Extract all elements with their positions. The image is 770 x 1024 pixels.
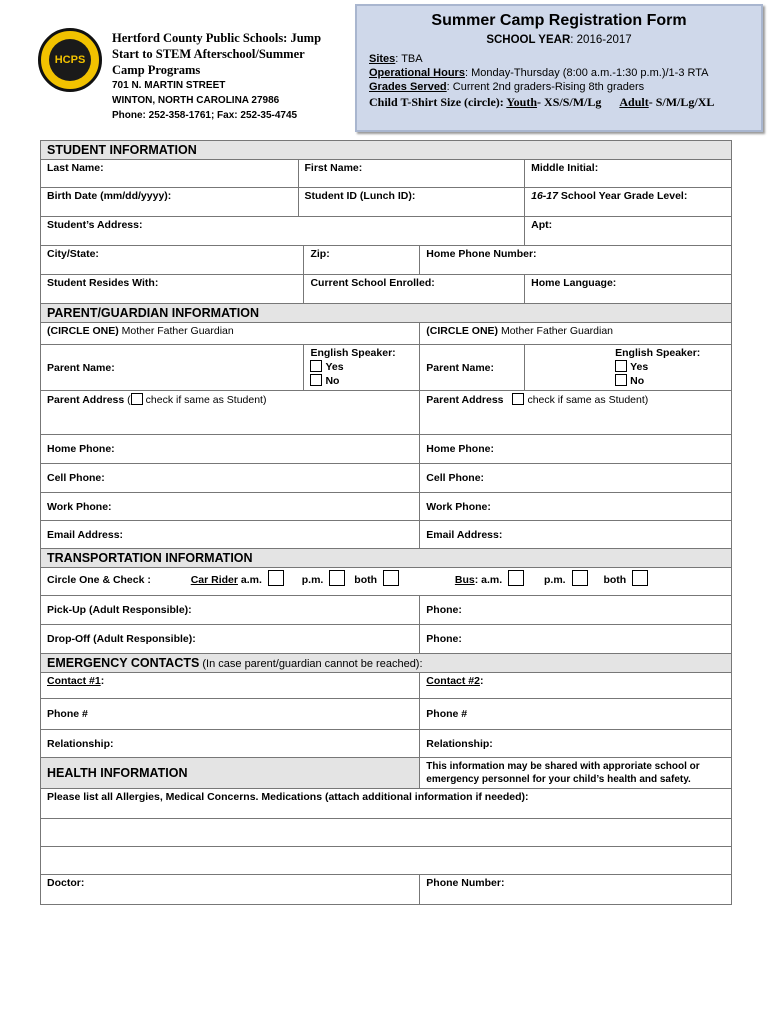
form-title: Summer Camp Registration Form (431, 12, 687, 29)
resides-with-field[interactable]: Student Resides With: (41, 275, 304, 304)
sites-line (369, 52, 423, 66)
no-checkbox[interactable] (310, 374, 322, 386)
home-phone-number-field[interactable]: Home Phone Number: (420, 246, 732, 275)
grades-value: : Current 2nd graders-Rising 8th graders (446, 81, 645, 93)
car-both-checkbox[interactable] (383, 570, 399, 586)
bus-both-checkbox[interactable] (632, 570, 648, 586)
parent1-email[interactable]: Email Address: (41, 521, 420, 549)
circle-options: Mother Father Guardian (118, 325, 234, 337)
health-share-note: This information may be shared with approriate school or emergency personnel for your child’s health and safety. (420, 758, 732, 789)
bus-both-label: both (603, 574, 627, 586)
organization-name (112, 30, 342, 78)
contact2-label: Contact #2 (426, 675, 480, 687)
current-school-field[interactable]: Current School Enrolled: (304, 275, 525, 304)
bus-am-label: : a.m. (474, 574, 503, 586)
address-line-2: WINTON, NORTH CAROLINA 27986 (112, 95, 280, 106)
grades-label: Grades Served (369, 81, 447, 93)
contact2-phone[interactable]: Phone # (420, 699, 732, 730)
grade-level-label: School Year Grade Level: (557, 190, 688, 202)
parent2-work-phone[interactable]: Work Phone: (420, 493, 732, 521)
grade-level-field[interactable] (525, 188, 732, 217)
bus-pm-checkbox[interactable] (572, 570, 588, 586)
same-as-student-checkbox[interactable] (512, 393, 524, 405)
parent2-english-speaker (525, 345, 732, 391)
parent1-home-phone[interactable]: Home Phone: (41, 435, 420, 464)
same-as-student-label: check if same as Student) (145, 394, 267, 406)
transport-section-header (41, 549, 732, 568)
apt-field[interactable]: Apt: (525, 217, 732, 246)
bus-pm-label: p.m. (544, 574, 566, 586)
city-state-field[interactable]: City/State: (41, 246, 304, 275)
middle-initial-field[interactable]: Middle Initial: (525, 160, 732, 188)
zip-field[interactable]: Zip: (304, 246, 420, 275)
yes-checkbox[interactable] (615, 360, 627, 372)
birth-date-field[interactable]: Birth Date (mm/dd/yyyy): (41, 188, 299, 217)
english-speaker-label: English Speaker: (615, 347, 701, 359)
no-checkbox[interactable] (615, 374, 627, 386)
pickup-field[interactable]: Pick-Up (Adult Responsible): (41, 596, 420, 625)
emergency-section-header (41, 654, 732, 673)
no-label: No (325, 375, 340, 387)
contact1-colon: : (100, 675, 105, 687)
parent2-address-field[interactable] (420, 391, 732, 435)
tshirt-line (369, 95, 714, 109)
parent1-cell-phone[interactable]: Cell Phone: (41, 464, 420, 493)
contact1-label: Contact #1 (47, 675, 101, 687)
student-section-header (41, 141, 732, 160)
dropoff-phone[interactable]: Phone: (420, 625, 732, 654)
sites-value: : TBA (395, 53, 423, 65)
adult-sizes: - S/M/Lg/XL (648, 95, 715, 109)
school-year (355, 34, 763, 46)
yes-checkbox[interactable] (310, 360, 322, 372)
grade-year: 16-17 (531, 190, 558, 202)
logo-text: HCPS (49, 39, 91, 81)
same-as-student-label: check if same as Student) (527, 394, 649, 406)
sites-label: Sites (369, 53, 396, 65)
transport-options-row (41, 568, 732, 596)
car-pm-checkbox[interactable] (329, 570, 345, 586)
hours-value: : Monday-Thursday (8:00 a.m.-1:30 p.m.)/1-3 RTA (464, 67, 709, 79)
address-line-3: Phone: 252-358-1761; Fax: 252-35-4745 (112, 110, 298, 121)
parent2-email[interactable]: Email Address: (420, 521, 732, 549)
english-speaker-label: English Speaker: (310, 347, 396, 359)
contact1-phone[interactable]: Phone # (41, 699, 420, 730)
first-name-field[interactable]: First Name: (298, 160, 525, 188)
school-year-label: SCHOOL YEAR (486, 34, 571, 46)
emergency-heading-note: (In case parent/guardian cannot be reached): (199, 658, 423, 670)
health-extra-line-1[interactable] (41, 819, 732, 847)
no-label: No (630, 375, 645, 387)
same-as-student-checkbox[interactable] (131, 393, 143, 405)
health-extra-line-2[interactable] (41, 847, 732, 875)
parent-address-label: Parent Address (47, 394, 125, 406)
student-heading: STUDENT INFORMATION (41, 141, 732, 160)
pickup-phone[interactable]: Phone: (420, 596, 732, 625)
health-heading: HEALTH INFORMATION (41, 758, 420, 789)
circle-one-label: (CIRCLE ONE) (47, 325, 119, 337)
parent1-work-phone[interactable]: Work Phone: (41, 493, 420, 521)
bus-label: Bus (454, 574, 475, 586)
dropoff-field[interactable]: Drop-Off (Adult Responsible): (41, 625, 420, 654)
grades-line (369, 80, 644, 94)
transport-heading: TRANSPORTATION INFORMATION (41, 549, 732, 568)
parent-section-header (41, 304, 732, 323)
open-paren: ( (127, 394, 131, 406)
last-name-field[interactable]: Last Name: (41, 160, 299, 188)
doctor-phone-field[interactable]: Phone Number: (420, 875, 732, 905)
parent1-english-speaker (304, 345, 420, 391)
organization-address (112, 78, 297, 123)
yes-label: Yes (630, 361, 649, 373)
org-line-3: Camp Programs (112, 63, 201, 77)
contact1-field[interactable] (41, 673, 420, 699)
parent-heading: PARENT/GUARDIAN INFORMATION (41, 304, 732, 323)
bus-am-checkbox[interactable] (508, 570, 524, 586)
parent1-name-field[interactable]: Parent Name: (41, 345, 304, 391)
contact2-relationship[interactable]: Relationship: (420, 730, 732, 758)
school-year-value: : 2016-2017 (570, 34, 632, 46)
contact2-field[interactable] (420, 673, 732, 699)
circle-check-label: Circle One & Check : (47, 574, 151, 586)
adult-label: Adult (619, 95, 649, 109)
circle-one-label: (CIRCLE ONE) (426, 325, 499, 337)
home-language-field[interactable]: Home Language: (525, 275, 732, 304)
hours-line (369, 66, 709, 80)
car-am-label: a.m. (237, 574, 262, 586)
contact2-colon: : (479, 675, 484, 687)
org-line-2: Start to STEM Afterschool/Summer (112, 47, 305, 61)
parent2-cell-phone[interactable]: Cell Phone: (420, 464, 732, 493)
address-line-1: 701 N. MARTIN STREET (112, 80, 226, 91)
tshirt-label: Child T-Shirt Size (circle): (369, 95, 504, 109)
org-line-1: Hertford County Public Schools: Jump (112, 31, 322, 45)
health-list-field[interactable]: Please list all Allergies, Medical Concerns. Medications (attach additional information if needed): (41, 789, 732, 819)
contact1-relationship[interactable]: Relationship: (41, 730, 420, 758)
emergency-heading: EMERGENCY CONTACTS (47, 656, 200, 670)
yes-label: Yes (325, 361, 344, 373)
doctor-field[interactable]: Doctor: (41, 875, 420, 905)
parent2-name-field[interactable]: Parent Name: (420, 345, 525, 391)
school-logo (38, 28, 102, 92)
youth-label: Youth (506, 95, 538, 109)
car-both-label: both (354, 574, 378, 586)
parent1-address-field[interactable] (41, 391, 420, 435)
car-rider-label: Car Rider (190, 574, 238, 586)
youth-sizes: - XS/S/M/Lg (537, 95, 602, 109)
circle-options: Mother Father Guardian (498, 325, 614, 337)
parent-address-label: Parent Address (426, 394, 504, 406)
registration-form-table (40, 140, 732, 905)
student-address-field[interactable]: Student’s Address: (41, 217, 525, 246)
parent1-circle-one[interactable] (41, 323, 420, 345)
parent2-circle-one[interactable] (420, 323, 732, 345)
parent2-home-phone[interactable]: Home Phone: (420, 435, 732, 464)
student-id-field[interactable]: Student ID (Lunch ID): (298, 188, 525, 217)
car-pm-label: p.m. (301, 574, 324, 586)
hours-label: Operational Hours (369, 67, 465, 79)
car-am-checkbox[interactable] (268, 570, 284, 586)
